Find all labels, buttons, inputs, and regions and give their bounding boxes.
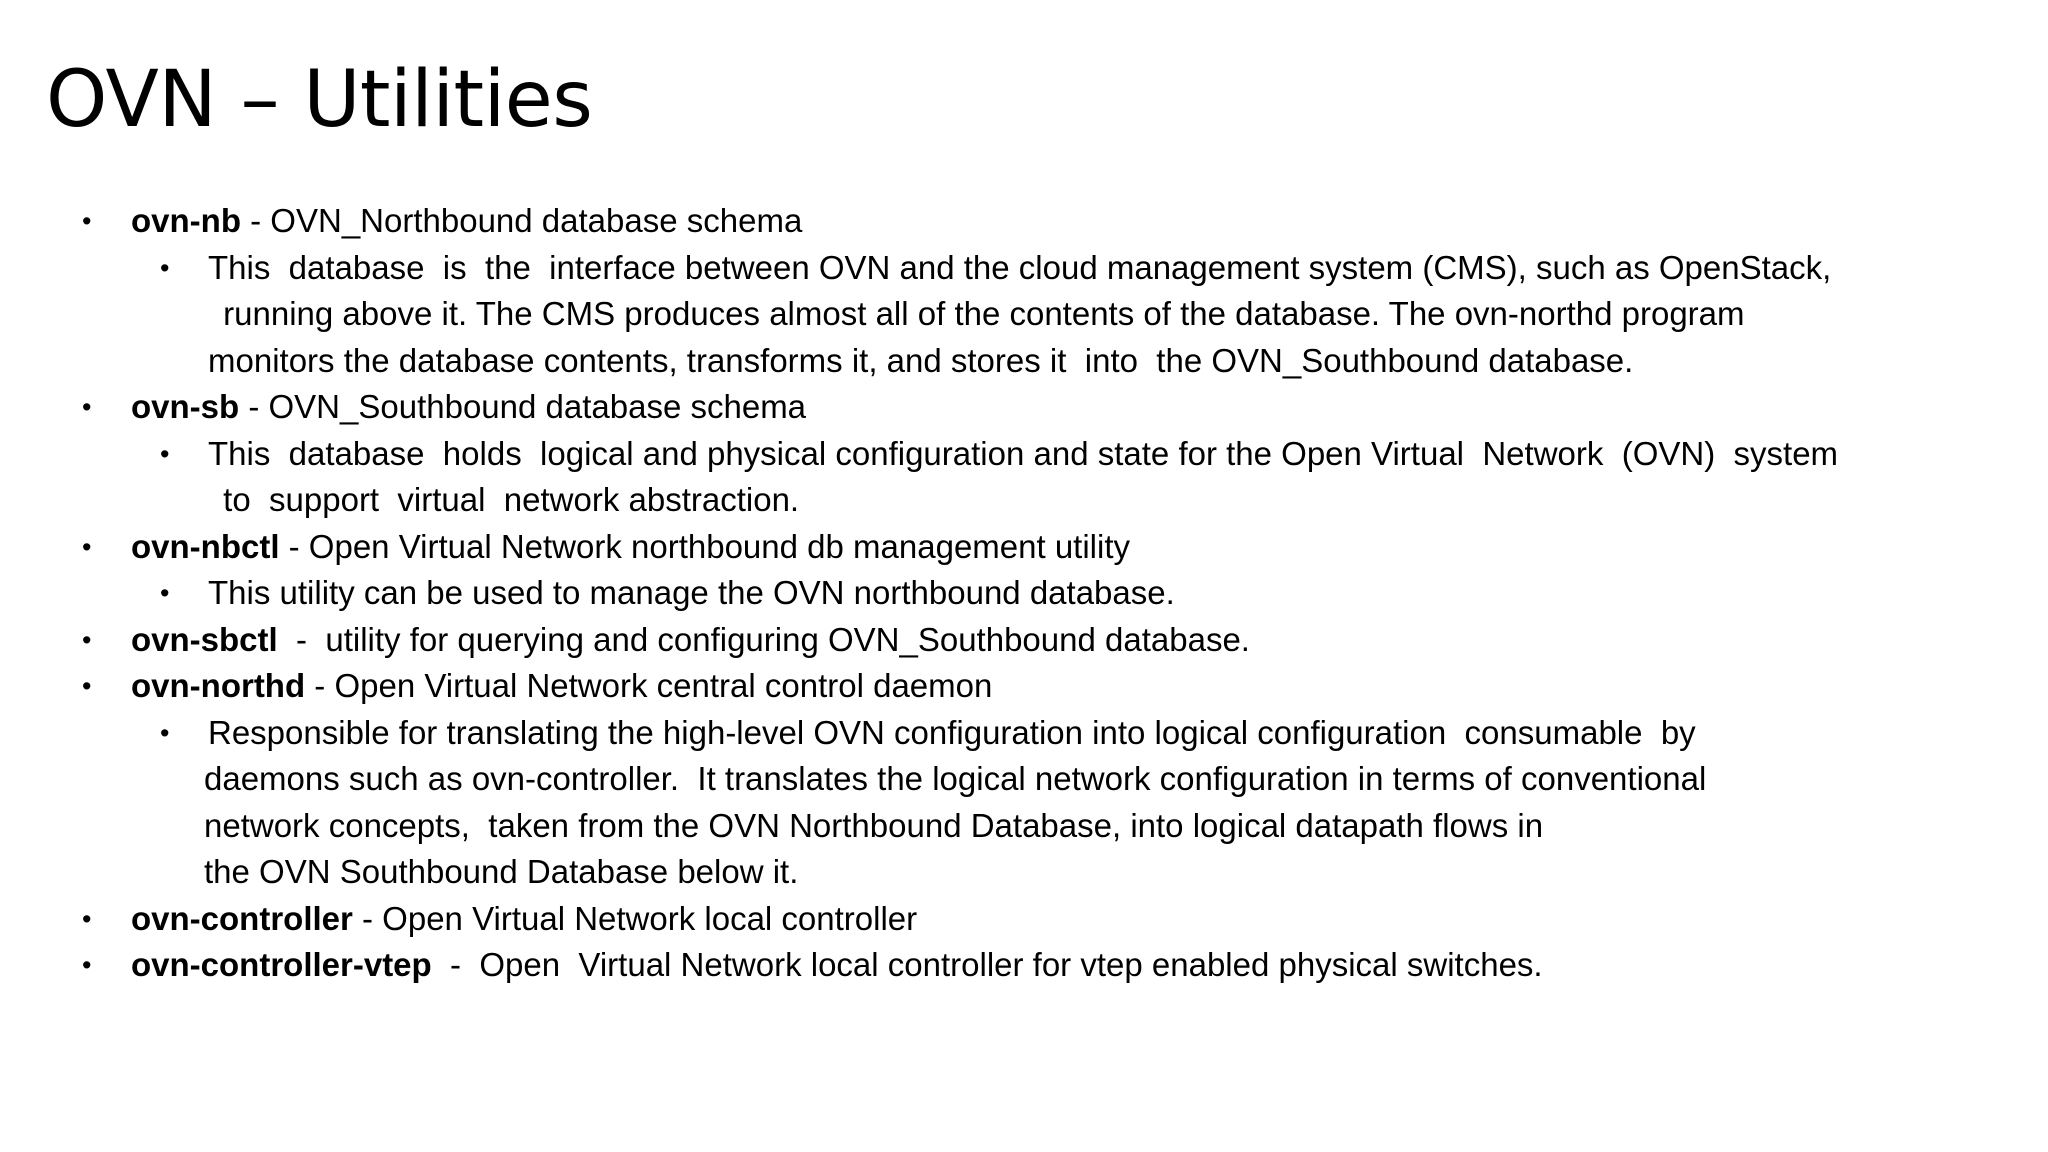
desc-ovn-sbctl: - utility for querying and configuring OVN_Southbound database. xyxy=(277,620,1250,658)
desc-ovn-northd: - Open Virtual Network central control daemon xyxy=(305,667,993,704)
desc-ovn-controller: - Open Virtual Network local controller xyxy=(352,899,918,937)
bullet-icon: • xyxy=(82,206,92,236)
desc-ovn-nb: - OVN_Northbound database schema xyxy=(240,202,803,239)
sub-line: This utility can be used to manage the OVN northbound database. xyxy=(208,574,1175,611)
sub-line: running above it. The CMS produces almost all of the contents of the database. The ovn-northd program xyxy=(214,295,1745,332)
term-ovn-controller-vtep: ovn-controller-vtep xyxy=(131,946,432,983)
bullet-list xyxy=(0,198,2020,989)
bullet-icon: • xyxy=(160,438,170,469)
term-ovn-northd: ovn-northd xyxy=(131,667,306,704)
bullet-icon: • xyxy=(160,578,170,608)
bullet-icon: • xyxy=(82,392,92,422)
term-ovn-nbctl: ovn-nbctl xyxy=(131,527,280,565)
list-item-ovn-northd xyxy=(0,663,2020,710)
term-ovn-controller: ovn-controller xyxy=(131,899,353,937)
list-item-ovn-controller xyxy=(0,896,2020,943)
desc-ovn-controller-vtep: - Open Virtual Network local controller for vtep enabled physical switches. xyxy=(431,946,1543,983)
slide-title: OVN – Utilities xyxy=(46,55,593,145)
list-item-ovn-nbctl xyxy=(0,524,2020,571)
sub-line: This database is the interface between OVN and the cloud management system (CMS), such as OpenStack, xyxy=(208,248,1832,286)
term-ovn-sbctl: ovn-sbctl xyxy=(131,620,278,658)
sub-item-ovn-nbctl xyxy=(0,570,2020,617)
list-item-ovn-sb xyxy=(0,384,2020,431)
sub-line: to support virtual network abstraction. xyxy=(214,481,800,518)
sub-line: Responsible for translating the high-level OVN configuration into logical configuration consumable by xyxy=(208,713,1696,751)
sub-item-ovn-sb xyxy=(0,431,2020,524)
sub-line: This database holds logical and physical configuration and state for the Open Virtual Network (OVN) system xyxy=(208,434,1839,472)
list-item-ovn-controller-vtep xyxy=(0,942,2020,989)
sub-item-ovn-northd xyxy=(0,710,2020,896)
bullet-icon: • xyxy=(160,717,170,748)
sub-line: daemons such as ovn-controller. It translates the logical network configuration in terms of conventional xyxy=(204,760,1707,797)
sub-item-ovn-nb xyxy=(0,245,2020,385)
list-item-ovn-sbctl xyxy=(0,617,2020,664)
list-item-ovn-nb xyxy=(0,198,2020,245)
bullet-icon: • xyxy=(160,252,170,283)
desc-ovn-sb: - OVN_Southbound database schema xyxy=(239,388,807,425)
bullet-icon: • xyxy=(82,903,92,934)
bullet-icon: • xyxy=(82,950,92,980)
term-ovn-nb: ovn-nb xyxy=(131,202,241,239)
sub-line: the OVN Southbound Database below it. xyxy=(204,853,799,890)
sub-line: network concepts, taken from the OVN Northbound Database, into logical datapath flows in xyxy=(204,806,1544,844)
sub-line: monitors the database contents, transforms it, and stores it into the OVN_Southbound database. xyxy=(208,341,1634,379)
bullet-icon: • xyxy=(82,671,92,701)
bullet-icon: • xyxy=(82,531,92,562)
term-ovn-sb: ovn-sb xyxy=(131,388,240,425)
bullet-icon: • xyxy=(82,624,92,655)
desc-ovn-nbctl: - Open Virtual Network northbound db management utility xyxy=(279,527,1131,565)
